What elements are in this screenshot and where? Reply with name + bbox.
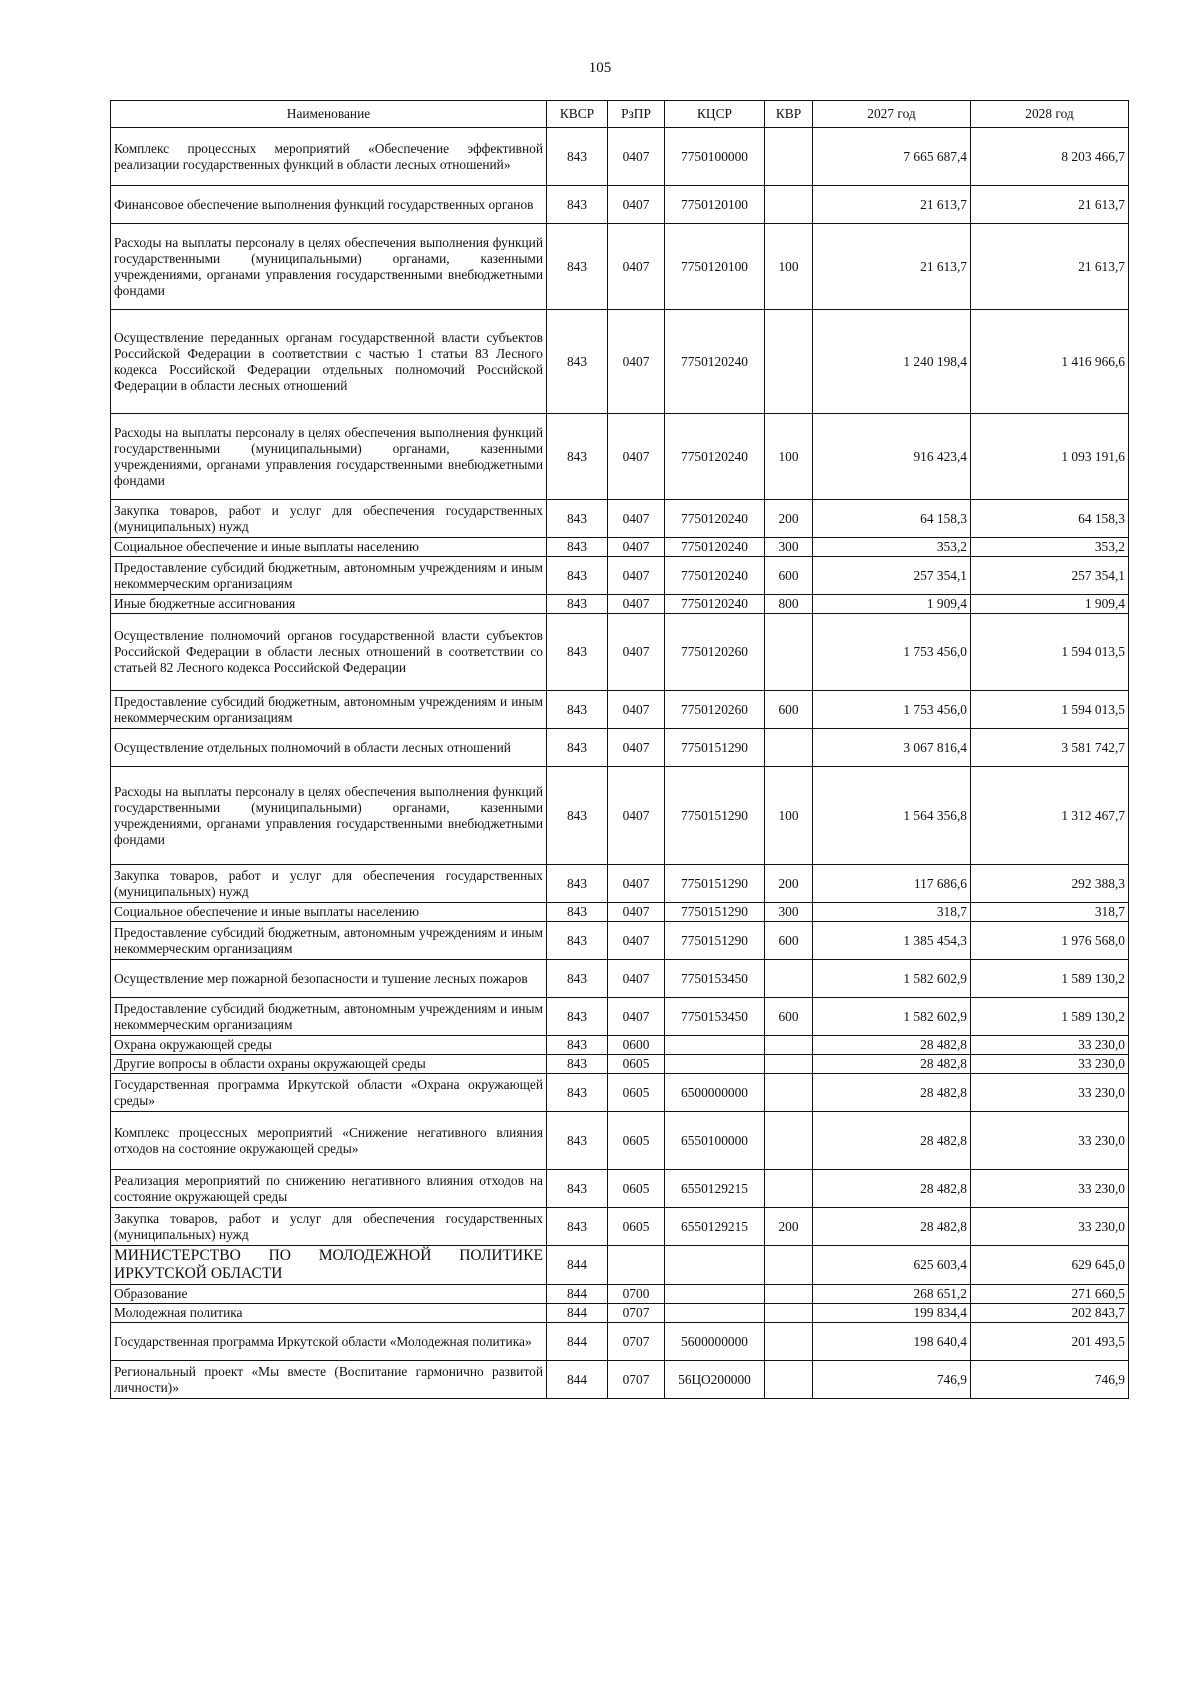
cell-2028: 1 909,4 — [971, 595, 1129, 614]
cell-kvr: 600 — [765, 922, 813, 960]
table-row — [111, 186, 1129, 224]
table-row — [111, 1246, 1129, 1285]
cell-kvsr: 843 — [547, 1036, 608, 1055]
cell-2027: 1 753 456,0 — [813, 691, 971, 729]
cell-2027: 28 482,8 — [813, 1036, 971, 1055]
cell-2027: 916 423,4 — [813, 414, 971, 500]
cell-kvsr: 843 — [547, 1055, 608, 1074]
cell-kvsr: 843 — [547, 1112, 608, 1170]
cell-rzpr: 0407 — [608, 729, 665, 767]
cell-kvr: 100 — [765, 224, 813, 310]
cell-kvsr: 843 — [547, 538, 608, 557]
cell-kvr — [765, 1112, 813, 1170]
cell-2028: 8 203 466,7 — [971, 128, 1129, 186]
cell-kvsr: 844 — [547, 1304, 608, 1323]
cell-2027: 199 834,4 — [813, 1304, 971, 1323]
cell-2028: 33 230,0 — [971, 1208, 1129, 1246]
cell-name: Другие вопросы в области охраны окружающей среды — [111, 1055, 547, 1074]
cell-kvsr: 843 — [547, 865, 608, 903]
table-row — [111, 1323, 1129, 1361]
cell-kcsr: 7750100000 — [665, 128, 765, 186]
table-row — [111, 1074, 1129, 1112]
cell-kvr — [765, 1246, 813, 1285]
table-row — [111, 128, 1129, 186]
cell-kcsr: 5600000000 — [665, 1323, 765, 1361]
table-row — [111, 729, 1129, 767]
table-row — [111, 1285, 1129, 1304]
cell-rzpr: 0605 — [608, 1112, 665, 1170]
cell-rzpr: 0407 — [608, 595, 665, 614]
cell-2028: 1 976 568,0 — [971, 922, 1129, 960]
cell-kvr — [765, 310, 813, 414]
cell-2027: 1 582 602,9 — [813, 998, 971, 1036]
cell-kvr: 100 — [765, 767, 813, 865]
cell-2027: 198 640,4 — [813, 1323, 971, 1361]
table-row — [111, 1304, 1129, 1323]
cell-kvsr: 844 — [547, 1323, 608, 1361]
header-name: Наименование — [111, 101, 547, 128]
table-row — [111, 224, 1129, 310]
cell-2028: 1 312 467,7 — [971, 767, 1129, 865]
cell-kcsr: 7750151290 — [665, 767, 765, 865]
budget-table — [110, 100, 1129, 1399]
table-body — [111, 128, 1129, 1399]
table-row — [111, 414, 1129, 500]
cell-kcsr: 6550129215 — [665, 1170, 765, 1208]
cell-2027: 625 603,4 — [813, 1246, 971, 1285]
cell-kcsr: 7750151290 — [665, 922, 765, 960]
cell-rzpr: 0600 — [608, 1036, 665, 1055]
cell-2028: 1 589 130,2 — [971, 960, 1129, 998]
cell-rzpr: 0407 — [608, 186, 665, 224]
cell-kvsr: 843 — [547, 767, 608, 865]
cell-kvsr: 843 — [547, 128, 608, 186]
cell-kcsr: 7750120240 — [665, 595, 765, 614]
cell-rzpr: 0605 — [608, 1055, 665, 1074]
cell-2028: 33 230,0 — [971, 1055, 1129, 1074]
cell-2028: 271 660,5 — [971, 1285, 1129, 1304]
cell-2027: 28 482,8 — [813, 1170, 971, 1208]
cell-kcsr: 56ЦО200000 — [665, 1361, 765, 1399]
cell-2028: 353,2 — [971, 538, 1129, 557]
cell-kvsr: 843 — [547, 922, 608, 960]
cell-2028: 21 613,7 — [971, 186, 1129, 224]
cell-2028: 629 645,0 — [971, 1246, 1129, 1285]
cell-name: Осуществление отдельных полномочий в области лесных отношений — [111, 729, 547, 767]
cell-rzpr: 0407 — [608, 614, 665, 691]
cell-kvr: 300 — [765, 538, 813, 557]
cell-kvr — [765, 128, 813, 186]
cell-kvr — [765, 1036, 813, 1055]
cell-2028: 202 843,7 — [971, 1304, 1129, 1323]
cell-kcsr: 7750151290 — [665, 903, 765, 922]
cell-kvr — [765, 614, 813, 691]
cell-kvsr: 843 — [547, 1208, 608, 1246]
cell-kcsr: 7750120260 — [665, 691, 765, 729]
cell-2027: 268 651,2 — [813, 1285, 971, 1304]
cell-kcsr — [665, 1246, 765, 1285]
cell-rzpr: 0605 — [608, 1208, 665, 1246]
cell-name: Предоставление субсидий бюджетным, автономным учреждениям и иным некоммерческим организациям — [111, 922, 547, 960]
cell-kvsr: 843 — [547, 903, 608, 922]
cell-rzpr: 0407 — [608, 998, 665, 1036]
cell-name: Осуществление мер пожарной безопасности и тушение лесных пожаров — [111, 960, 547, 998]
table-row — [111, 998, 1129, 1036]
cell-kvsr: 843 — [547, 1074, 608, 1112]
cell-name: Охрана окружающей среды — [111, 1036, 547, 1055]
cell-kvr — [765, 1304, 813, 1323]
header-kcsr: КЦСР — [665, 101, 765, 128]
cell-kvsr: 843 — [547, 595, 608, 614]
cell-kvr: 300 — [765, 903, 813, 922]
cell-name: Осуществление полномочий органов государственной власти субъектов Российской Федерации в области лесных отношений в соответствии со статьей 82 Лесного кодекса Российской Федерации — [111, 614, 547, 691]
cell-kvr: 600 — [765, 557, 813, 595]
cell-kcsr: 7750120240 — [665, 310, 765, 414]
cell-2027: 1 909,4 — [813, 595, 971, 614]
cell-2027: 1 385 454,3 — [813, 922, 971, 960]
cell-rzpr: 0407 — [608, 224, 665, 310]
cell-kvr: 600 — [765, 691, 813, 729]
cell-name: Государственная программа Иркутской области «Охрана окружающей среды» — [111, 1074, 547, 1112]
table-row — [111, 595, 1129, 614]
cell-2027: 64 158,3 — [813, 500, 971, 538]
cell-2027: 28 482,8 — [813, 1074, 971, 1112]
header-rzpr: РзПР — [608, 101, 665, 128]
cell-kvsr: 844 — [547, 1285, 608, 1304]
cell-kcsr — [665, 1036, 765, 1055]
cell-kvsr: 843 — [547, 557, 608, 595]
table-row — [111, 922, 1129, 960]
cell-kvsr: 843 — [547, 614, 608, 691]
cell-rzpr: 0407 — [608, 767, 665, 865]
cell-2028: 257 354,1 — [971, 557, 1129, 595]
cell-rzpr: 0707 — [608, 1361, 665, 1399]
cell-2027: 353,2 — [813, 538, 971, 557]
header-kvr: КВР — [765, 101, 813, 128]
cell-name: Расходы на выплаты персоналу в целях обеспечения выполнения функций государственными (муниципальными) органами, казенными учреждениями, органами управления государственными внебюджетными фондами — [111, 224, 547, 310]
cell-2028: 64 158,3 — [971, 500, 1129, 538]
cell-name: Иные бюджетные ассигнования — [111, 595, 547, 614]
cell-2028: 1 093 191,6 — [971, 414, 1129, 500]
cell-2027: 257 354,1 — [813, 557, 971, 595]
cell-kvsr: 843 — [547, 414, 608, 500]
cell-kvr: 100 — [765, 414, 813, 500]
cell-name: Закупка товаров, работ и услуг для обеспечения государственных (муниципальных) нужд — [111, 500, 547, 538]
cell-name: МИНИСТЕРСТВО ПО МОЛОДЕЖНОЙ ПОЛИТИКЕ ИРКУТСКОЙ ОБЛАСТИ — [111, 1246, 547, 1285]
table-header-row — [111, 101, 1129, 128]
cell-2027: 28 482,8 — [813, 1112, 971, 1170]
cell-kvsr: 843 — [547, 186, 608, 224]
cell-kcsr: 7750151290 — [665, 865, 765, 903]
cell-2028: 1 589 130,2 — [971, 998, 1129, 1036]
cell-name: Социальное обеспечение и иные выплаты населению — [111, 903, 547, 922]
cell-kcsr: 6500000000 — [665, 1074, 765, 1112]
cell-2028: 21 613,7 — [971, 224, 1129, 310]
cell-rzpr: 0700 — [608, 1285, 665, 1304]
cell-kcsr: 7750153450 — [665, 960, 765, 998]
cell-2028: 33 230,0 — [971, 1112, 1129, 1170]
table-row — [111, 903, 1129, 922]
table-row — [111, 767, 1129, 865]
header-2028: 2028 год — [971, 101, 1129, 128]
cell-2027: 1 753 456,0 — [813, 614, 971, 691]
cell-name: Закупка товаров, работ и услуг для обеспечения государственных (муниципальных) нужд — [111, 1208, 547, 1246]
cell-rzpr: 0407 — [608, 922, 665, 960]
cell-name: Финансовое обеспечение выполнения функций государственных органов — [111, 186, 547, 224]
cell-2027: 746,9 — [813, 1361, 971, 1399]
cell-rzpr: 0407 — [608, 903, 665, 922]
cell-2027: 117 686,6 — [813, 865, 971, 903]
cell-kvsr: 843 — [547, 500, 608, 538]
table-row — [111, 1112, 1129, 1170]
cell-rzpr: 0407 — [608, 128, 665, 186]
cell-kvr: 200 — [765, 500, 813, 538]
cell-kvsr: 844 — [547, 1361, 608, 1399]
cell-rzpr: 0407 — [608, 500, 665, 538]
cell-rzpr: 0407 — [608, 865, 665, 903]
cell-name: Расходы на выплаты персоналу в целях обеспечения выполнения функций государственными (муниципальными) органами, казенными учреждениями, органами управления государственными внебюджетными фондами — [111, 414, 547, 500]
cell-kcsr — [665, 1285, 765, 1304]
cell-kvr — [765, 729, 813, 767]
cell-kcsr: 7750120240 — [665, 557, 765, 595]
table-row — [111, 691, 1129, 729]
cell-2028: 3 581 742,7 — [971, 729, 1129, 767]
cell-2028: 746,9 — [971, 1361, 1129, 1399]
cell-name: Предоставление субсидий бюджетным, автономным учреждениям и иным некоммерческим организациям — [111, 691, 547, 729]
page-number: 105 — [588, 60, 612, 76]
table-row — [111, 538, 1129, 557]
cell-rzpr: 0407 — [608, 538, 665, 557]
cell-2027: 1 240 198,4 — [813, 310, 971, 414]
cell-2028: 292 388,3 — [971, 865, 1129, 903]
cell-name: Закупка товаров, работ и услуг для обеспечения государственных (муниципальных) нужд — [111, 865, 547, 903]
cell-rzpr — [608, 1246, 665, 1285]
table-row — [111, 1170, 1129, 1208]
cell-kvsr: 843 — [547, 310, 608, 414]
cell-name: Комплекс процессных мероприятий «Снижение негативного влияния отходов на состояние окружающей среды» — [111, 1112, 547, 1170]
table-row — [111, 960, 1129, 998]
cell-rzpr: 0407 — [608, 557, 665, 595]
cell-rzpr: 0407 — [608, 960, 665, 998]
cell-rzpr: 0407 — [608, 414, 665, 500]
cell-name: Образование — [111, 1285, 547, 1304]
cell-name: Предоставление субсидий бюджетным, автономным учреждениям и иным некоммерческим организациям — [111, 557, 547, 595]
cell-2027: 1 582 602,9 — [813, 960, 971, 998]
cell-2027: 21 613,7 — [813, 224, 971, 310]
cell-kcsr: 7750120100 — [665, 224, 765, 310]
cell-kcsr: 7750120240 — [665, 500, 765, 538]
cell-kvsr: 843 — [547, 729, 608, 767]
table-row — [111, 1361, 1129, 1399]
cell-kvsr: 844 — [547, 1246, 608, 1285]
cell-kcsr: 7750120100 — [665, 186, 765, 224]
cell-kvr — [765, 1074, 813, 1112]
cell-rzpr: 0707 — [608, 1323, 665, 1361]
cell-kvsr: 843 — [547, 224, 608, 310]
cell-2027: 1 564 356,8 — [813, 767, 971, 865]
cell-name: Предоставление субсидий бюджетным, автономным учреждениям и иным некоммерческим организациям — [111, 998, 547, 1036]
cell-kcsr: 7750151290 — [665, 729, 765, 767]
cell-rzpr: 0407 — [608, 691, 665, 729]
table-row — [111, 1208, 1129, 1246]
cell-kvr — [765, 1361, 813, 1399]
cell-2028: 1 416 966,6 — [971, 310, 1129, 414]
cell-name: Реализация мероприятий по снижению негативного влияния отходов на состояние окружающей среды — [111, 1170, 547, 1208]
cell-kvr: 200 — [765, 865, 813, 903]
cell-rzpr: 0707 — [608, 1304, 665, 1323]
cell-kcsr: 7750120240 — [665, 538, 765, 557]
cell-name: Комплекс процессных мероприятий «Обеспечение эффективной реализации государственных функций в области лесных отношений» — [111, 128, 547, 186]
cell-kvr — [765, 186, 813, 224]
cell-2028: 318,7 — [971, 903, 1129, 922]
cell-2027: 28 482,8 — [813, 1208, 971, 1246]
table-row — [111, 614, 1129, 691]
cell-2028: 33 230,0 — [971, 1170, 1129, 1208]
cell-kvr: 200 — [765, 1208, 813, 1246]
header-kvsr: КВСР — [547, 101, 608, 128]
table-row — [111, 310, 1129, 414]
cell-kcsr: 7750120260 — [665, 614, 765, 691]
cell-kvsr: 843 — [547, 960, 608, 998]
cell-name: Расходы на выплаты персоналу в целях обеспечения выполнения функций государственными (муниципальными) органами, казенными учреждениями, органами управления государственными внебюджетными фондами — [111, 767, 547, 865]
cell-kvr: 800 — [765, 595, 813, 614]
cell-kcsr: 6550100000 — [665, 1112, 765, 1170]
cell-rzpr: 0605 — [608, 1074, 665, 1112]
cell-rzpr: 0605 — [608, 1170, 665, 1208]
table-row — [111, 865, 1129, 903]
cell-rzpr: 0407 — [608, 310, 665, 414]
cell-2027: 28 482,8 — [813, 1055, 971, 1074]
cell-kvsr: 843 — [547, 691, 608, 729]
cell-name: Государственная программа Иркутской области «Молодежная политика» — [111, 1323, 547, 1361]
cell-name: Молодежная политика — [111, 1304, 547, 1323]
cell-2027: 318,7 — [813, 903, 971, 922]
table-row — [111, 557, 1129, 595]
cell-2027: 3 067 816,4 — [813, 729, 971, 767]
cell-name: Региональный проект «Мы вместе (Воспитание гармонично развитой личности)» — [111, 1361, 547, 1399]
cell-kvr — [765, 960, 813, 998]
cell-kcsr: 6550129215 — [665, 1208, 765, 1246]
cell-kvr — [765, 1170, 813, 1208]
cell-kvr: 600 — [765, 998, 813, 1036]
cell-2028: 33 230,0 — [971, 1074, 1129, 1112]
cell-kvr — [765, 1055, 813, 1074]
cell-kcsr: 7750120240 — [665, 414, 765, 500]
cell-2028: 1 594 013,5 — [971, 691, 1129, 729]
cell-name: Социальное обеспечение и иные выплаты населению — [111, 538, 547, 557]
cell-kcsr: 7750153450 — [665, 998, 765, 1036]
table-row — [111, 1055, 1129, 1074]
cell-kcsr — [665, 1055, 765, 1074]
header-2027: 2027 год — [813, 101, 971, 128]
cell-kcsr — [665, 1304, 765, 1323]
cell-2028: 201 493,5 — [971, 1323, 1129, 1361]
cell-name: Осуществление переданных органам государственной власти субъектов Российской Федерации в соответствии с частью 1 статьи 83 Лесного кодекса Российской Федерации отдельных полномочий Российской Федерации в области лесных отношений — [111, 310, 547, 414]
cell-2028: 33 230,0 — [971, 1036, 1129, 1055]
cell-kvr — [765, 1285, 813, 1304]
cell-2027: 7 665 687,4 — [813, 128, 971, 186]
cell-kvsr: 843 — [547, 1170, 608, 1208]
table-row — [111, 1036, 1129, 1055]
cell-kvr — [765, 1323, 813, 1361]
cell-kvsr: 843 — [547, 998, 608, 1036]
cell-2028: 1 594 013,5 — [971, 614, 1129, 691]
table-row — [111, 500, 1129, 538]
cell-2027: 21 613,7 — [813, 186, 971, 224]
